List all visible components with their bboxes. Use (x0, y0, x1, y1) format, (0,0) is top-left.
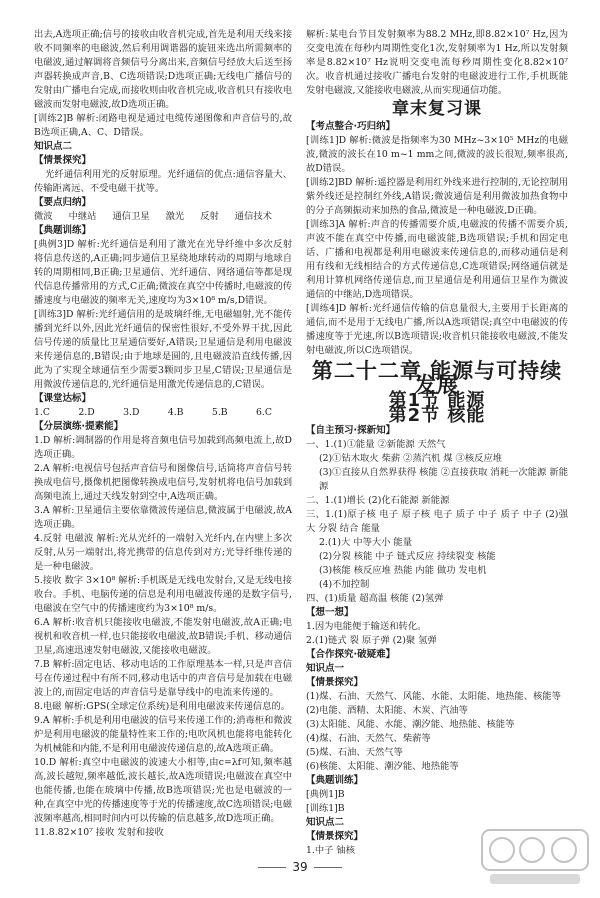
section-heading: 【要点归纳】 (34, 197, 92, 208)
paragraph: 2.A 解析:电视信号包括声音信号和图像信号,话筒将声音信号转换成电信号,摄像机把图像转换成电信号,发射机将电信号加载到高频电流上,通过天线发射到空中,A选项正确。 (34, 463, 292, 502)
section-heading: 【典题训练】 (306, 775, 364, 786)
paragraph: 6.A 解析:收音机只能接收电磁波,不能发射电磁波,故A正确;电视机和收音机一样,也只能接收电磁波,故B错误;手机、移动通信卫星,高速迅速发射电磁波,又能接收电磁波。 (34, 617, 292, 656)
section-heading: 【情景探究】 (306, 831, 364, 842)
inline-row (34, 210, 292, 224)
chapter-title: 第二十二章 能源与可持续发展 (311, 359, 563, 397)
paragraph: 7.B 解析:固定电话、移动电话的工作原理基本一样,只是声音信号在传递过程中有所不同,移动电话中的声音信号是加载在电磁波上的,而固定电话的声音信号是靠导线中的电流来传递的。 (34, 659, 292, 698)
section-heading: 【合作探究·破疑难】 (306, 649, 396, 660)
paragraph: 3.A 解析:卫星通信主要依靠微波传递信息,微波属于电磁波,故A选项正确。 (34, 505, 292, 530)
paragraph: [训练4]D 解析:光纤通信传输的信息量很大,主要用于长距离的通信,而不是用于无线电广播,所以A选项错误;真空中电磁波的传播速度等于光速,所以B选项错误;收音机只能接收电磁波,不能发射电磁波,所以C选项错误。 (306, 303, 568, 356)
row-item: 2.D (78, 407, 95, 418)
section-title: 章末复习课 (392, 99, 482, 119)
section-heading: 【课堂达标】 (34, 393, 92, 404)
lesson-title: 第2节 核能 (388, 405, 486, 426)
paragraph: (3)核能 核反应堆 热能 内能 做功 发电机 (319, 565, 487, 576)
row-item: 激光 (165, 211, 185, 222)
row-item: 中继站 (68, 211, 97, 222)
paragraph: (2)①钻木取火 柴薪 ②蒸汽机 煤 ③核反应堆 (319, 453, 503, 464)
paragraph: (3)太阳能、风能、水能、潮汐能、地热能、核能等 (306, 719, 515, 730)
row-item: 3.D (123, 407, 140, 418)
paragraph: [训练3]D 解析:光纤通信用的是玻璃纤维,无电磁辐射,光不能传播到光纤以外,因此光纤通信的保密性很好,不受外界干扰,因此信号传递的质量比卫星通信要好,A错误;卫星通信是利用电磁波来传递信息的,B错误;由于地球是圆的,且电磁波沿直线传播,因此为了实现全球通信至少需要3颗同步卫星,C错误;卫星通信是用微波传递信息的,光纤通信是用激光传递信息的,C错误。 (34, 309, 292, 390)
paragraph: 解析:某电台节目发射频率为88.2 MHz,即8.82×10⁷ Hz,因为交变电流在每秒内周期性变化1次,发射频率为1 Hz,所以发射频率是8.82×10⁷ Hz说明交变电流每秒周期性变化8.82×10⁷次。收音机通过接收广播电台发射的电磁波进行工作,手机既能发射电磁波,又能接收电磁波,从而实现通信功能。 (306, 29, 568, 96)
paragraph: [训练1]D 解析:微波是指频率为30 MHz~3×10⁵ MHz的电磁波,微波的波长在10 m~1 mm之间,微波的波长很短,频率很高,故D错误。 (306, 135, 568, 174)
section-heading: 【情景探究】 (34, 155, 92, 166)
row-item: 6.C (256, 407, 272, 418)
answer-site-watermark (480, 826, 590, 888)
paragraph: (2)电能、酒精、太阳能、木炭、汽油等 (306, 705, 468, 716)
paragraph: 光纤通信利用光的反射原理。光纤通信的优点:通信容量大、传输距离远、不受电磁干扰等。 (34, 169, 292, 194)
row-item: 通信卫星 (112, 211, 150, 222)
paragraph: 1.中子 铀核 (306, 845, 356, 856)
paragraph: (5)煤、石油、天然气等 (306, 747, 403, 758)
paragraph: [典例3]D 解析:光纤通信是利用了激光在光导纤维中多次反射将信息传送的,A正确;同步通信卫星绕地球转动的周期与地球自转的周期相同,B正确;卫星通信、光纤通信、网络通信等都是现代信息传播常用的方式,C正确;微波在真空中传播时,电磁波的传播速度与电磁波的频率无关,速度均为3×10⁸ m/s,D错误。 (34, 239, 292, 306)
inline-row (34, 406, 292, 420)
row-item: 通信技术 (234, 211, 272, 222)
section-heading: 【想一想】 (306, 607, 354, 618)
paragraph: (4)煤、石油、天然气、柴薪等 (306, 733, 431, 744)
section-heading: 知识点二 (306, 817, 345, 828)
right-column (306, 28, 568, 858)
row-item: 5.B (211, 407, 228, 418)
paragraph: 1.D 解析:调制器的作用是将音频电信号加载到高频电流上,故D选项正确。 (34, 435, 292, 460)
paragraph: (2)分裂 核能 中子 链式反应 持续裂变 核能 (319, 551, 496, 562)
paragraph: [典例1]B (306, 789, 345, 800)
row-item: 反射 (200, 211, 219, 222)
paragraph: 一、1.(1)①能量 ②新能源 天然气 (306, 439, 446, 450)
row-item: 4.B (167, 407, 184, 418)
paragraph: 1.因为电能便于输送和转化。 (306, 621, 427, 632)
page-number: 39 (0, 860, 600, 874)
paragraph: [训练2]BD 解析:遥控器是利用红外线来进行控制的,无论控制用紫外线还是控制红外线,A错误;微波通信是利用微波加热食物中的分子高频振动来加热的食品,微波是一种电磁波,D正确。 (306, 177, 568, 216)
paragraph: 二、1.(1)增长 (2)化石能源 新能源 (306, 495, 450, 506)
section-heading: 【自主预习·探新知】 (306, 425, 396, 436)
paragraph: 2.(1)大 中等大小 能量 (319, 537, 413, 548)
paragraph: [训练2]B 解析:闭路电视是通过电缆传递图像和声音信号的,故B选项正确,A、C、D错误。 (34, 113, 292, 138)
paragraph: 10.D 解析:真空中电磁波的波速大小相等,由c=λf可知,频率越高,波长越短,频率越低,波长越长,故A选项错误;电磁波在真空中也能传播,也能在玻璃中传播,故B选项错误;光也是电磁波的一种,在真空中光的传播速度等于光的传播速度,故C选项错误;电磁波频率越高,相同时间内可以传输的信息越多,故D选项正确。 (34, 757, 292, 824)
paragraph: 2.(1)链式 裂 原子弹 (2)聚 氢弹 (306, 635, 437, 646)
section-heading: 【分层演练·提素能】 (34, 421, 124, 432)
paragraph: (6)核能、太阳能、潮汐能、地热能等 (306, 761, 459, 772)
lesson-title: 第1节 能源 (388, 390, 486, 411)
paragraph: 4.反射 电磁波 解析:光从光纤的一端射入光纤内,在内壁上多次反射,从另一端射出,将光携带的信息传到对方;光导纤维传递的是一种电磁波。 (34, 533, 292, 572)
paragraph: (3)①直接从自然界获得 核能 ②直接获取 消耗一次能源 新能源 (319, 467, 568, 492)
row-item: 微波 (34, 211, 53, 222)
paragraph: 11.8.82×10⁷ 接收 发射和接收 (34, 827, 164, 838)
row-item: 1.C (34, 407, 50, 418)
paragraph: 三、1.(1)原子核 电子 原子核 电子 质子 中子 质子 中子 (2)强大 分裂 结合 能量 (306, 509, 568, 534)
section-heading: 【典题训练】 (34, 225, 92, 236)
paragraph: 出去,A选项正确;信号的接收由收音机完成,首先是利用天线来接收不同频率的电磁波,然后利用调谐器的旋钮来选出所需频率的电磁波,通过解调将音频信号分离出来,音频信号经放大后送至扬声器转换成声音,B、C选项错误;D选项正确;无线电广播信号的发射由广播电台完成,而接收则由收音机完成,收音机只有接收电磁波而发射电磁波,故D选项正确。 (34, 29, 292, 110)
paragraph: [训练1]B (306, 803, 345, 814)
paragraph: 四、(1)质量 超高温 核能 (2)氢弹 (306, 593, 444, 604)
paragraph: (4)不加控制 (319, 579, 370, 590)
paragraph: 9.A 解析:手机是利用电磁波的信号来传递工作的;消毒柜和微波炉是利用电磁波的能量特性来工作的;电吹风机也能将电能转化为机械能和内能,不是利用电磁波传递信息的,故A选项正确。 (34, 715, 292, 754)
left-column (34, 28, 292, 840)
paragraph: 8.电磁 解析:GPS(全球定位系统)是利用电磁波来传递信息的。 (34, 701, 291, 712)
section-heading: 知识点一 (306, 663, 345, 674)
paragraph: [训练3]A 解析:声音的传播需要介质,电磁波的传播不需要介质,声波不能在真空中传播,而电磁波能,B选项错误;手机和固定电话、广播和电视都是利用电磁波来传递信息的,而移动通信是利用有线和无线相结合的方式传递信息,C选项错误;网络通信就是利用计算机网络传递信息,而卫星通信是利用通信卫星作为微波通信的中继站,D选项错误。 (306, 219, 568, 300)
paragraph: 5.接收 数字 3×10⁸ 解析:手机既是无线电发射台,又是无线电接收台。手机、电脑传递的信息是利用电磁波传递的是数字信号,电磁波在空气中的传播速度约为3×10⁸ m/s。 (34, 575, 292, 614)
section-heading: 【考点整合·巧归纳】 (306, 121, 396, 132)
section-heading: 【情景探究】 (306, 677, 364, 688)
section-heading: 知识点二 (34, 141, 73, 152)
paragraph: (1)煤、石油、天然气、风能、水能、太阳能、地热能、核能等 (306, 691, 561, 702)
